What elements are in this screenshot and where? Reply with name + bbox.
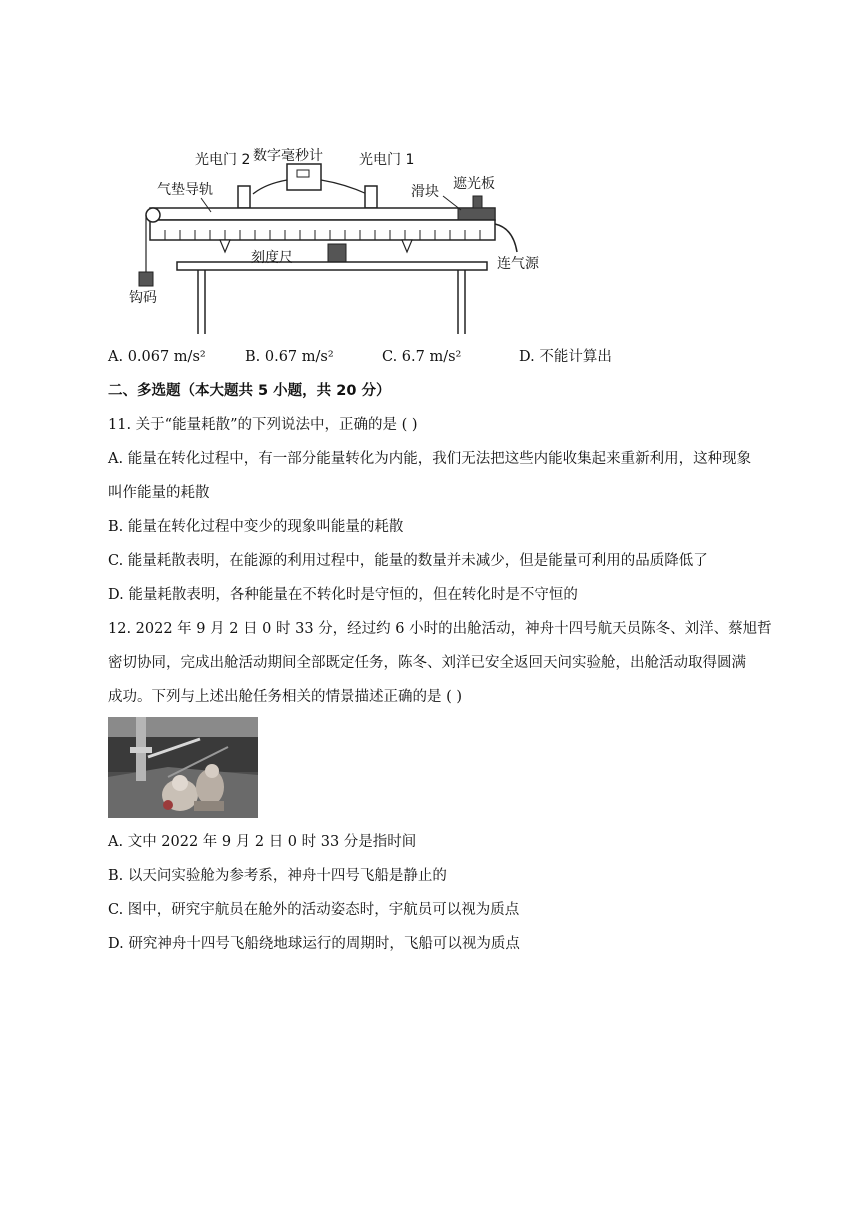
q10-option-a: A. 0.067 m/s²	[108, 349, 206, 365]
section-heading: 二、多选题（本大题共 5 小题，共 20 分）	[108, 383, 391, 399]
q11-option-a-line2: 叫作能量的耗散	[108, 485, 210, 501]
q10-option-b: B. 0.67 m/s²	[245, 349, 334, 365]
air-track-apparatus-diagram	[125, 140, 565, 340]
q12-option-b: B. 以天问实验舱为参考系，神舟十四号飞船是静止的	[108, 868, 447, 884]
air-track-label: 气垫导轨	[157, 182, 213, 198]
air-source-label: 连气源	[497, 256, 539, 272]
astronaut-spacewalk-photo	[108, 717, 258, 818]
q11-option-b: B. 能量在转化过程中变少的现象叫能量的耗散	[108, 519, 404, 535]
q12-stem-line3: 成功。下列与上述出舱任务相关的情景描述正确的是 ( )	[108, 689, 463, 705]
q12-option-d: D. 研究神舟十四号飞船绕地球运行的周期时，飞船可以视为质点	[108, 936, 520, 952]
ruler-label: 刻度尺	[251, 250, 293, 266]
q10-option-d: D. 不能计算出	[519, 349, 612, 365]
q10-option-c: C. 6.7 m/s²	[382, 349, 462, 365]
hook-weight-label: 钩码	[129, 290, 157, 306]
photogate-1-label: 光电门 1	[359, 152, 415, 168]
slider-label: 滑块	[411, 184, 439, 200]
q12-stem-line1: 12. 2022 年 9 月 2 日 0 时 33 分，经过约 6 小时的出舱活动，神舟十四号航天员陈冬、刘洋、蔡旭哲	[108, 621, 772, 637]
digital-timer-label: 数字毫秒计	[253, 148, 323, 164]
q11-option-a-line1: A. 能量在转化过程中，有一部分能量转化为内能，我们无法把这些内能收集起来重新利用，这种现象	[108, 451, 752, 467]
photogate-2-label: 光电门 2	[195, 152, 251, 168]
q11-stem: 11. 关于“能量耗散”的下列说法中，正确的是 ( )	[108, 417, 418, 433]
q12-option-c: C. 图中，研究宇航员在舱外的活动姿态时，宇航员可以视为质点	[108, 902, 520, 918]
q11-option-c: C. 能量耗散表明，在能源的利用过程中，能量的数量并未减少，但是能量可利用的品质降低了	[108, 553, 708, 569]
q12-stem-line2: 密切协同，完成出舱活动期间全部既定任务，陈冬、刘洋已安全返回天问实验舱，出舱活动取得圆满	[108, 655, 746, 671]
shade-plate-label: 遮光板	[453, 176, 495, 192]
q11-option-d: D. 能量耗散表明，各种能量在不转化时是守恒的，但在转化时是不守恒的	[108, 587, 578, 603]
q12-option-a: A. 文中 2022 年 9 月 2 日 0 时 33 分是指时间	[108, 834, 417, 850]
